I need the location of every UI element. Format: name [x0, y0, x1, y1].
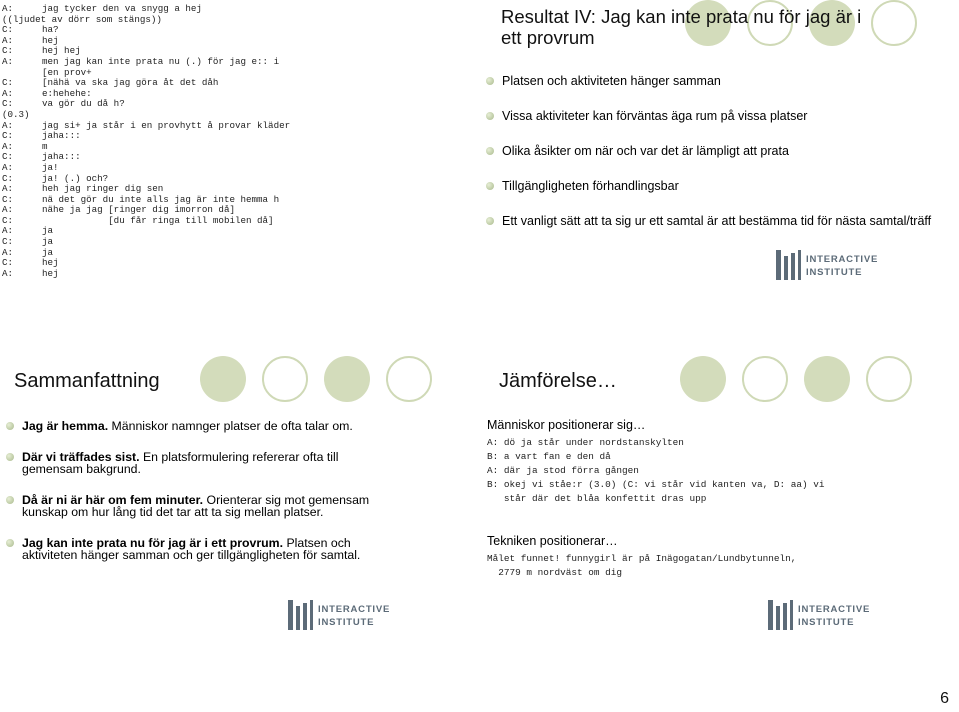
- bullet-item: [480, 74, 940, 88]
- bullet-bold-text: Då är ni är här om fem minuter.: [22, 492, 204, 507]
- utterance-text: e:hehehe:: [42, 87, 92, 99]
- utterance-text: [en prov+: [42, 66, 92, 78]
- speaker-label: C:: [2, 257, 14, 269]
- logo-text: INTERACTIVE: [798, 604, 871, 615]
- logo-text: INSTITUTE: [806, 267, 863, 278]
- utterance-text: ha?: [42, 24, 59, 36]
- bullet-bold-text: Jag kan inte prata nu för jag är i ett provrum.: [22, 535, 284, 550]
- bullet-text: Tillgängligheten förhandlingsbar: [502, 179, 679, 193]
- transcript-list: [2, 4, 290, 279]
- speaker-label: C:: [2, 172, 14, 184]
- bullet-dot-icon: [486, 182, 494, 190]
- bullet-dot-icon: [486, 217, 494, 225]
- example-line: B: okej vi ståe:r (3.0) (C: vi står vid kanten va, D: aa) vi: [487, 479, 825, 490]
- bullet-item: [480, 214, 940, 228]
- decor-circle: [262, 356, 308, 402]
- utterance-text: hej hej: [42, 45, 81, 57]
- bullet-dot-icon: [486, 77, 494, 85]
- logo-text: INTERACTIVE: [318, 604, 391, 615]
- transcript-line: [2, 99, 290, 110]
- bullet-item: [0, 420, 400, 433]
- bullet-dot-icon: [486, 147, 494, 155]
- example-line: B: a vart fan e den då: [487, 451, 611, 462]
- utterance-text: [nähä va ska jag göra åt det dåh: [42, 77, 219, 89]
- decor-circle: [742, 356, 788, 402]
- slide-sammanfattning: [0, 356, 479, 712]
- slide-title: Resultat IV: Jag kan inte prata nu för jag är i ett provrum: [501, 6, 862, 48]
- interactive-institute-logo: [776, 250, 879, 280]
- bullet-text: Vissa aktiviteter kan förväntas äga rum på vissa platser: [502, 109, 808, 123]
- bullet-dot-icon: [6, 453, 14, 461]
- utterance-text: jag si+ ja står i en provhytt å provar kläder: [42, 119, 291, 131]
- example-dialogue: [487, 436, 825, 506]
- utterance-text: va gör du då h?: [42, 98, 125, 110]
- speaker-label: A:: [2, 225, 14, 237]
- utterance-text: ja: [42, 225, 54, 237]
- bullet-dot-icon: [6, 422, 14, 430]
- page-number: 6: [940, 690, 949, 707]
- speaker-label: A:: [2, 183, 14, 195]
- speaker-label: A:: [2, 204, 14, 216]
- speaker-label: A:: [2, 119, 14, 131]
- speaker-label: C:: [2, 130, 14, 142]
- logo-text: INSTITUTE: [318, 617, 375, 628]
- bullet-text: Olika åsikter om när och var det är lämpligt att prata: [502, 144, 789, 158]
- decor-circle: [324, 356, 370, 402]
- bullet-bold-text: Jag är hemma.: [22, 419, 109, 433]
- bullet-list: [0, 420, 400, 580]
- utterance-text: jaha:::: [42, 130, 81, 142]
- bullet-item: [0, 537, 400, 562]
- speaker-label: A:: [2, 87, 14, 99]
- transcript-line: [2, 269, 290, 280]
- example-line: står där det blåa konfettit dras upp: [487, 493, 707, 504]
- bullet-text: En platsformulering refererar ofta till gemensam bakgrund.: [22, 449, 339, 476]
- bullet-dot-icon: [486, 112, 494, 120]
- speaker-label: A:: [2, 3, 14, 14]
- logo-text: INTERACTIVE: [806, 254, 879, 265]
- speaker-label: C:: [2, 151, 14, 163]
- utterance-text: hej: [42, 34, 59, 46]
- slide-transcript: [0, 0, 479, 356]
- decor-circle: [804, 356, 850, 402]
- decor-circle: [386, 356, 432, 402]
- slide-jamforelse: [480, 356, 959, 712]
- bullet-bold-text: Där vi träffades sist.: [22, 449, 140, 464]
- speaker-label: C:: [2, 24, 14, 36]
- example-line: A: dö ja står under nordstanskylten: [487, 437, 684, 448]
- logo-mark-icon: [776, 250, 802, 280]
- speaker-label: A:: [2, 246, 14, 258]
- speaker-label: A:: [2, 55, 14, 67]
- decor-circle: [866, 356, 912, 402]
- utterance-text: jag tycker den va snygg a hej: [42, 3, 202, 14]
- speaker-label: A:: [2, 161, 14, 173]
- speaker-label: C:: [2, 214, 14, 226]
- speaker-label: C:: [2, 45, 14, 57]
- bullet-item: [480, 179, 940, 193]
- utterance-text: ja: [42, 236, 54, 248]
- slide-title: Sammanfattning: [14, 370, 160, 392]
- slide-title: Jämförelse…: [499, 370, 617, 392]
- utterance-text: nähe ja jag [ringer dig imorron då]: [42, 204, 235, 216]
- bullet-dot-icon: [6, 496, 14, 504]
- slide-resultat: [480, 0, 959, 356]
- utterance-text: heh jag ringer dig sen: [42, 183, 164, 195]
- utterance-text: (0.3): [2, 108, 30, 120]
- bullet-text: Människor namnger platser de ofta talar om.: [108, 419, 353, 433]
- speaker-label: A:: [2, 267, 14, 279]
- speaker-label: C:: [2, 193, 14, 205]
- speaker-label: C:: [2, 98, 14, 110]
- bullet-dot-icon: [6, 539, 14, 547]
- interactive-institute-logo: [288, 600, 391, 630]
- bullet-text: Platsen och aktiviteten hänger samman: [502, 74, 721, 88]
- utterance-text: ja!: [42, 161, 59, 173]
- speaker-label: A:: [2, 140, 14, 152]
- bullet-item: [480, 109, 940, 123]
- bullet-item: [0, 494, 400, 519]
- subheading: Människor positionerar sig…: [487, 418, 646, 432]
- bullet-item: [0, 451, 400, 476]
- utterance-text: men jag kan inte prata nu (.) för jag e:: i: [42, 55, 280, 67]
- subheading: Tekniken positionerar…: [487, 534, 618, 548]
- bullet-text: Platsen och aktiviteten hänger samman och ger tillgängligheten för samtal.: [22, 535, 361, 562]
- bullet-text: Orienterar sig mot gemensam kunskap om hur lång tid det tar att ta sig mellan platser.: [22, 492, 370, 519]
- example-line: 2779 m nordväst om dig: [487, 567, 623, 578]
- utterance-text: jaha:::: [42, 151, 81, 163]
- utterance-text: ja! (.) och?: [42, 172, 109, 184]
- speaker-label: C:: [2, 77, 14, 89]
- speaker-label: A:: [2, 34, 14, 46]
- logo-mark-icon: [288, 600, 314, 630]
- interactive-institute-logo: [768, 600, 871, 630]
- utterance-text: m: [42, 140, 48, 152]
- example-line: A: där ja stod förra gången: [487, 465, 639, 476]
- bullet-item: [480, 144, 940, 158]
- utterance-text: ((ljudet av dörr som stängs)): [2, 13, 162, 25]
- logo-text: INSTITUTE: [798, 617, 855, 628]
- example-line: Målet funnet! funnygirl är på Inägogatan/Lundbytunneln,: [487, 553, 797, 564]
- utterance-text: nä det gör du inte alls jag är inte hemma h: [42, 193, 280, 205]
- bullet-text: Ett vanligt sätt att ta sig ur ett samtal är att bestämma tid för nästa samtal/träff: [502, 214, 932, 228]
- bullet-list: [480, 74, 940, 249]
- example-message: [487, 552, 796, 580]
- logo-mark-icon: [768, 600, 794, 630]
- decor-circle: [680, 356, 726, 402]
- utterance-text: ja: [42, 246, 54, 258]
- utterance-text: hej: [42, 267, 59, 279]
- utterance-text: hej: [42, 257, 59, 269]
- utterance-text: [du får ringa till mobilen då]: [42, 214, 274, 226]
- speaker-label: C:: [2, 236, 14, 248]
- decor-circle: [200, 356, 246, 402]
